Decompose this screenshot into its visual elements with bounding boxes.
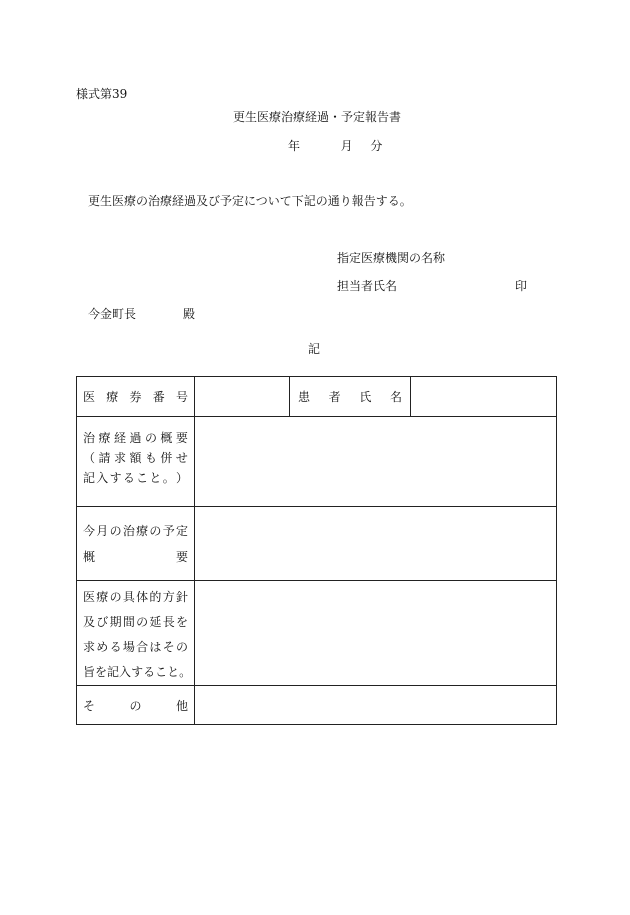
year-label: 年 bbox=[288, 139, 301, 153]
treatment-summary-char: 。 bbox=[162, 471, 175, 485]
monthly-plan-line bbox=[83, 544, 188, 570]
table-row bbox=[77, 581, 557, 686]
treatment-summary-char: と bbox=[149, 471, 162, 485]
other-label-cell bbox=[77, 686, 195, 725]
policy-extension-line bbox=[83, 585, 188, 610]
treatment-summary-char: も bbox=[144, 451, 157, 465]
monthly-plan-char: の bbox=[149, 524, 162, 538]
treatment-summary-char: 過 bbox=[129, 431, 142, 445]
table-row bbox=[77, 417, 557, 507]
policy-extension-char: 期 bbox=[109, 615, 122, 629]
policy-extension-char: る bbox=[143, 665, 156, 679]
policy-extension-char: す bbox=[131, 665, 144, 679]
policy-extension-char: 求 bbox=[83, 640, 96, 654]
monthly-plan-char: 療 bbox=[136, 524, 149, 538]
period-line bbox=[288, 139, 382, 153]
policy-extension-char: 記 bbox=[107, 665, 120, 679]
treatment-summary-char: 経 bbox=[113, 431, 126, 445]
recipient-honorific: 殿 bbox=[183, 307, 196, 321]
treatment-summary-line bbox=[83, 448, 188, 468]
policy-extension-line bbox=[83, 660, 192, 685]
treatment-summary-char: 併 bbox=[160, 451, 173, 465]
policy-extension-char: る bbox=[109, 640, 122, 654]
treatment-summary-char: 要 bbox=[175, 431, 188, 445]
policy-extension-value[interactable] bbox=[195, 581, 557, 686]
treatment-summary-char: 概 bbox=[160, 431, 173, 445]
policy-extension-char: 間 bbox=[122, 615, 135, 629]
ticket-label-char: 号 bbox=[175, 390, 188, 404]
policy-extension-char: び bbox=[96, 615, 109, 629]
treatment-summary-char: ） bbox=[175, 471, 188, 485]
policy-extension-char: と bbox=[167, 665, 180, 679]
table-row bbox=[77, 507, 557, 581]
ticket-number-label bbox=[83, 388, 188, 405]
month-label: 月 bbox=[340, 139, 353, 153]
policy-extension-char: 針 bbox=[175, 590, 188, 604]
treatment-summary-label bbox=[83, 417, 188, 488]
treatment-summary-char: せ bbox=[175, 451, 188, 465]
policy-extension-char: 体 bbox=[136, 590, 149, 604]
seal-label: 印 bbox=[515, 279, 528, 293]
monthly-plan-label bbox=[83, 507, 188, 570]
treatment-summary-char: こ bbox=[136, 471, 149, 485]
policy-extension-char: 療 bbox=[96, 590, 109, 604]
policy-extension-char: 入 bbox=[119, 665, 132, 679]
policy-extension-label bbox=[83, 581, 192, 685]
patient-label-char: 名 bbox=[389, 390, 402, 404]
treatment-summary-value[interactable] bbox=[195, 417, 557, 507]
monthly-plan-char: 月 bbox=[96, 524, 109, 538]
monthly-plan-char: の bbox=[109, 524, 122, 538]
policy-extension-char: 延 bbox=[149, 615, 162, 629]
policy-extension-label-cell bbox=[77, 581, 195, 686]
treatment-summary-char: 入 bbox=[96, 471, 109, 485]
policy-extension-char: は bbox=[149, 640, 162, 654]
treatment-summary-char: 求 bbox=[113, 451, 126, 465]
treatment-summary-char: す bbox=[109, 471, 122, 485]
patient-name-value[interactable] bbox=[411, 377, 557, 417]
treatment-summary-char: 額 bbox=[129, 451, 142, 465]
treatment-summary-char: 記 bbox=[83, 471, 96, 485]
table-row bbox=[77, 686, 557, 725]
ticket-number-label-cell bbox=[77, 377, 195, 417]
patient-label-char: 氏 bbox=[359, 390, 372, 404]
institution-label: 指定医療機関の名称 bbox=[337, 251, 446, 265]
policy-extension-char: 。 bbox=[179, 665, 192, 679]
treatment-summary-char: 療 bbox=[98, 431, 111, 445]
policy-extension-char: 合 bbox=[136, 640, 149, 654]
recipient-name: 今金町長 bbox=[88, 307, 137, 321]
other-label-char: 他 bbox=[175, 698, 188, 713]
other-label-char: そ bbox=[83, 698, 96, 713]
policy-extension-char: 方 bbox=[162, 590, 175, 604]
policy-extension-char: め bbox=[96, 640, 109, 654]
ticket-label-char: 療 bbox=[106, 390, 119, 404]
policy-extension-char: の bbox=[175, 640, 188, 654]
policy-extension-line bbox=[83, 610, 188, 635]
document-title: 更生医療治療経過・予定報告書 bbox=[233, 110, 402, 124]
policy-extension-char: そ bbox=[162, 640, 175, 654]
treatment-summary-line bbox=[83, 468, 188, 488]
policy-extension-char: を bbox=[175, 615, 188, 629]
ticket-label-char: 券 bbox=[129, 390, 142, 404]
period-suffix: 分 bbox=[370, 139, 383, 153]
form-number: 様式第39 bbox=[76, 87, 128, 101]
monthly-plan-char: 概 bbox=[83, 550, 96, 564]
monthly-plan-char: 定 bbox=[175, 524, 188, 538]
treatment-summary-char: 治 bbox=[83, 431, 96, 445]
body-text: 更生医療の治療経過及び予定について下記の通り報告する。 bbox=[88, 194, 412, 208]
ticket-number-value[interactable] bbox=[195, 377, 290, 417]
monthly-plan-char: 治 bbox=[122, 524, 135, 538]
treatment-summary-char: （ bbox=[83, 451, 96, 465]
other-label bbox=[83, 697, 188, 714]
policy-extension-char: 及 bbox=[83, 615, 96, 629]
monthly-plan-label-cell bbox=[77, 507, 195, 581]
patient-label-char: 患 bbox=[298, 390, 311, 404]
policy-extension-char: 場 bbox=[122, 640, 135, 654]
treatment-summary-char: の bbox=[144, 431, 157, 445]
monthly-plan-char: 予 bbox=[162, 524, 175, 538]
monthly-plan-value[interactable] bbox=[195, 507, 557, 581]
table-row bbox=[77, 377, 557, 417]
staff-name-label: 担当者氏名 bbox=[337, 279, 398, 293]
policy-extension-char: の bbox=[136, 615, 149, 629]
policy-extension-char: 医 bbox=[83, 590, 96, 604]
treatment-summary-char: 請 bbox=[98, 451, 111, 465]
treatment-summary-line bbox=[83, 428, 188, 448]
treatment-summary-label-cell bbox=[77, 417, 195, 507]
monthly-plan-char: 今 bbox=[83, 524, 96, 538]
patient-label-char: 者 bbox=[328, 390, 341, 404]
ki-label: 記 bbox=[308, 342, 321, 356]
patient-name-label-cell bbox=[290, 377, 411, 417]
policy-extension-line bbox=[83, 635, 188, 660]
monthly-plan-line bbox=[83, 518, 188, 544]
report-table bbox=[76, 376, 557, 725]
policy-extension-char: 的 bbox=[149, 590, 162, 604]
other-label-char: の bbox=[129, 698, 142, 713]
policy-extension-char: こ bbox=[155, 665, 168, 679]
policy-extension-char: 長 bbox=[162, 615, 175, 629]
other-value[interactable] bbox=[195, 686, 557, 725]
treatment-summary-char: る bbox=[122, 471, 135, 485]
ticket-label-char: 番 bbox=[152, 390, 165, 404]
policy-extension-char: の bbox=[109, 590, 122, 604]
policy-extension-char: を bbox=[95, 665, 108, 679]
monthly-plan-char: 要 bbox=[175, 550, 188, 564]
policy-extension-char: 具 bbox=[122, 590, 135, 604]
policy-extension-char: 旨 bbox=[83, 665, 96, 679]
patient-name-label bbox=[298, 388, 402, 405]
ticket-label-char: 医 bbox=[83, 390, 96, 404]
